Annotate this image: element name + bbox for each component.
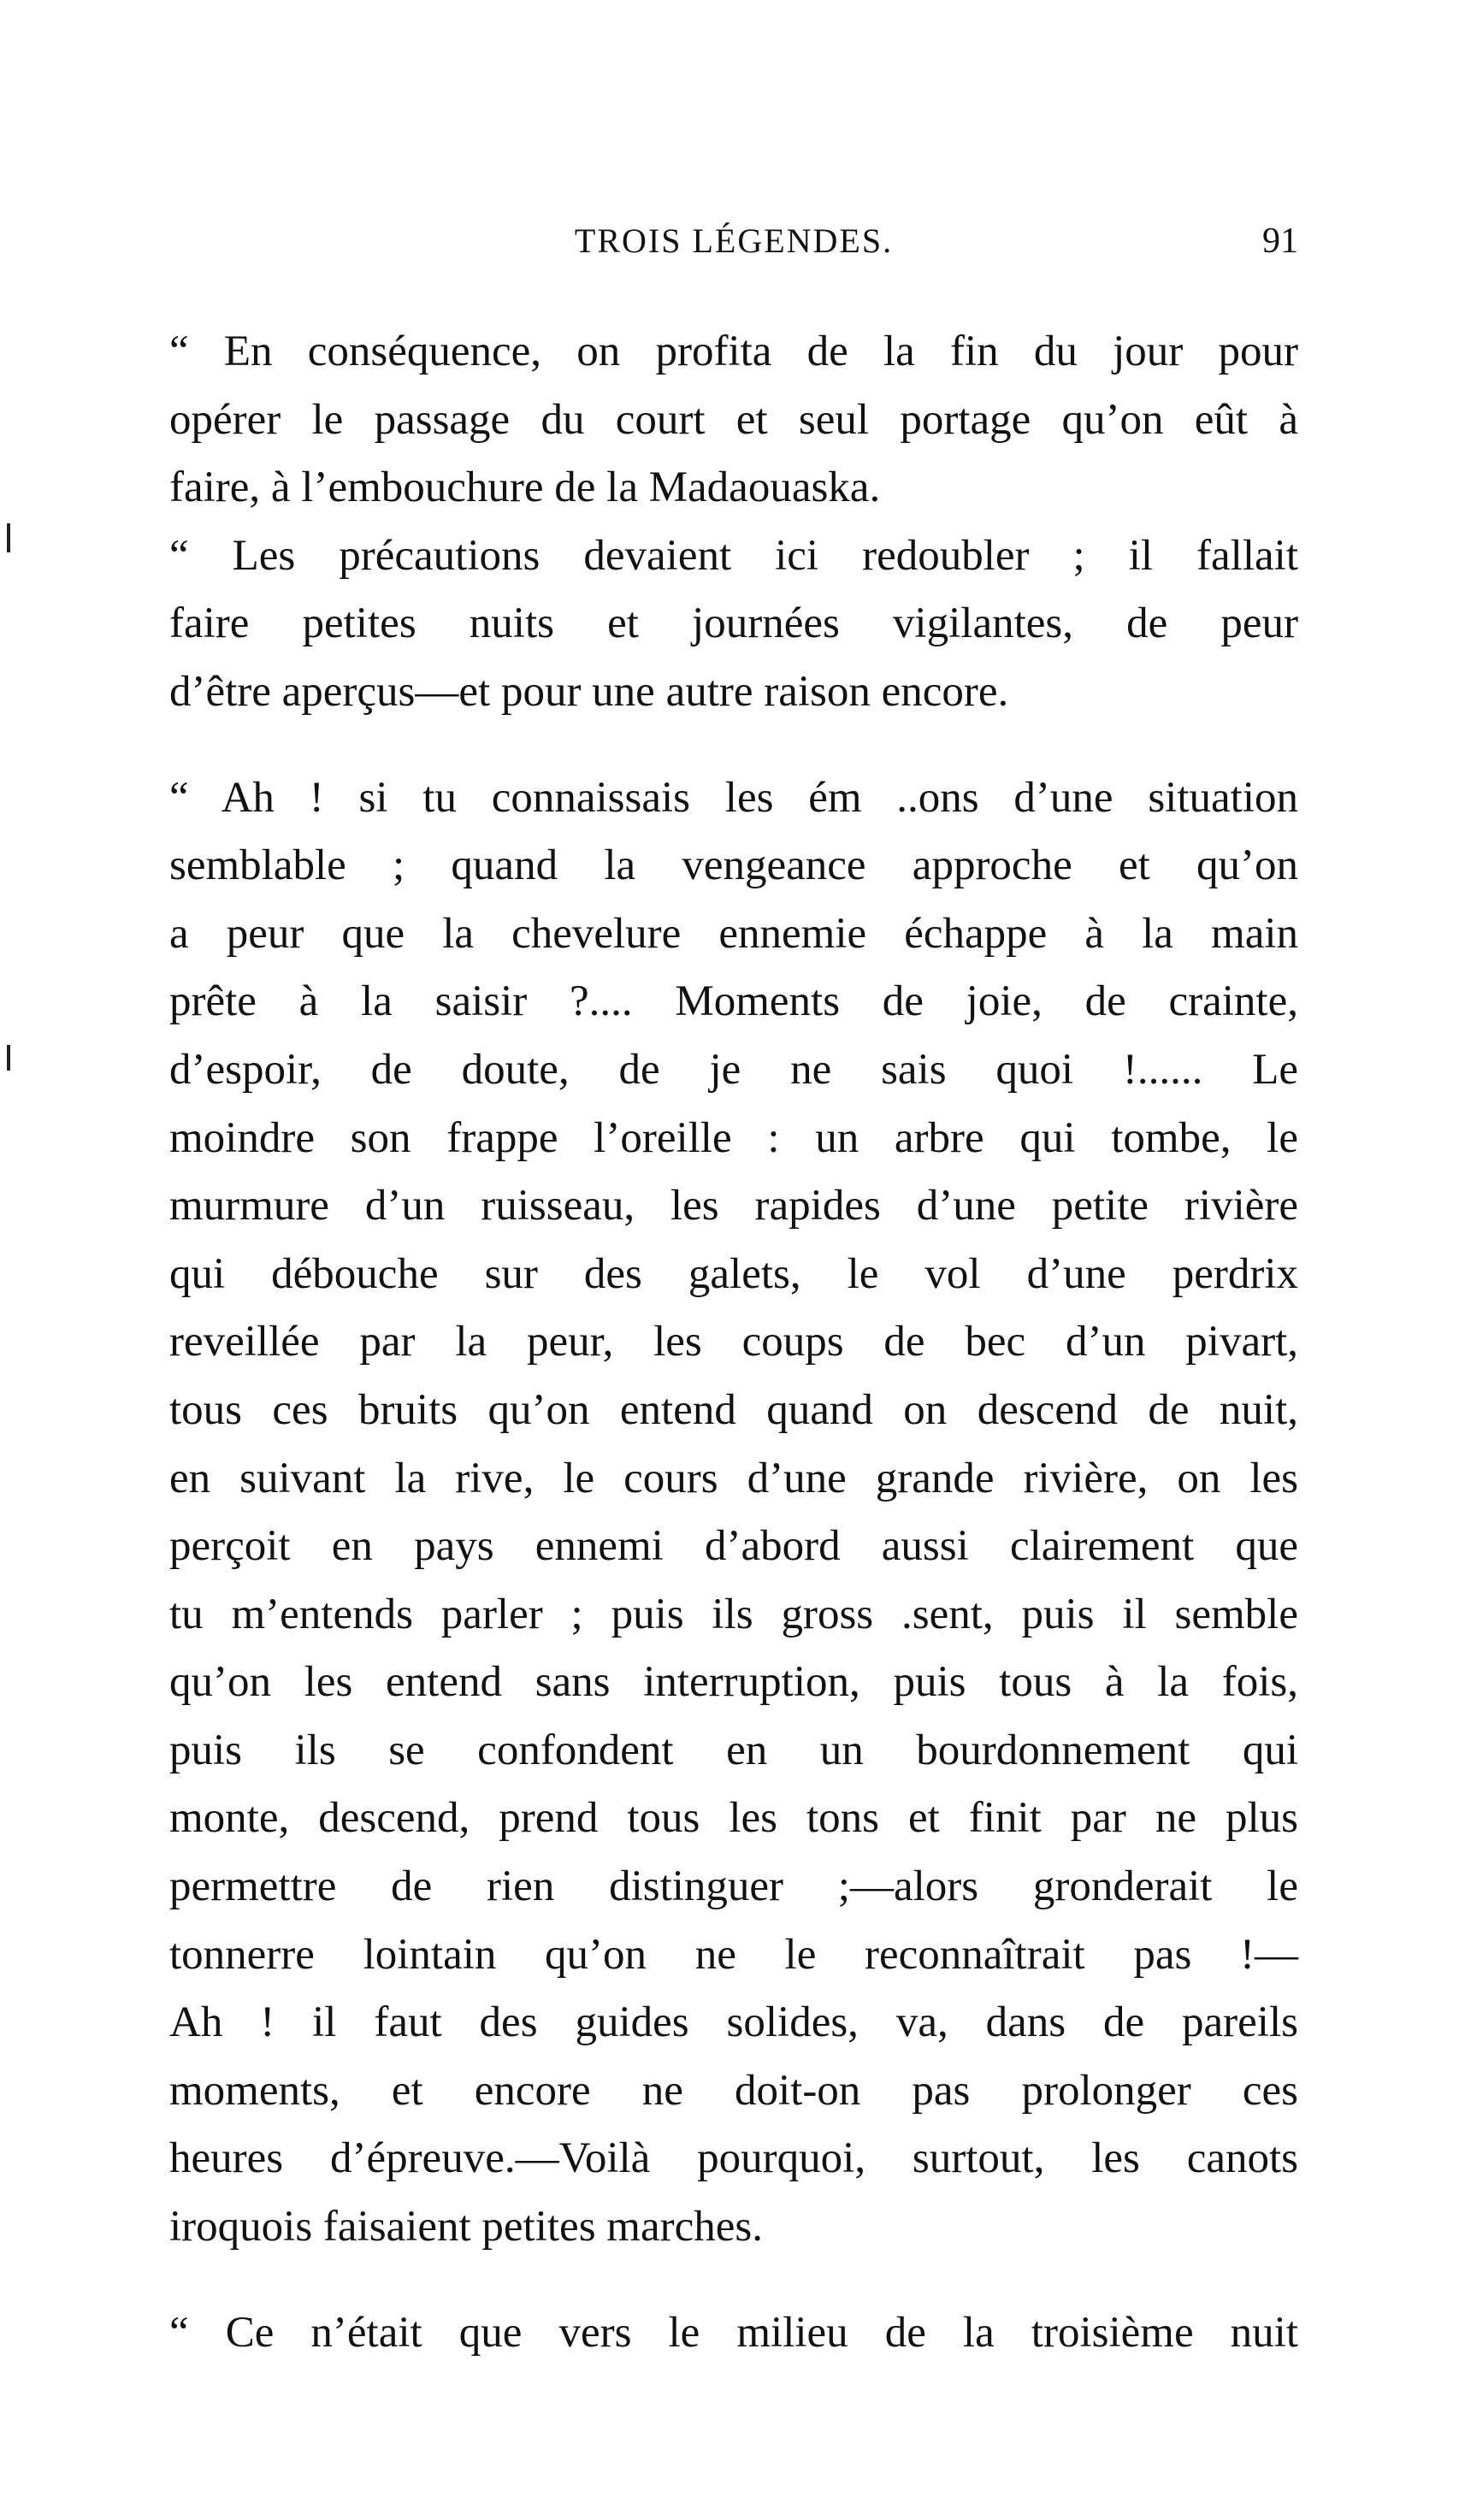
text-line: opérer le passage du court et seul portage qu’on eût à xyxy=(169,395,1298,444)
text-line: d’être aperçus—et pour une autre raison encore. xyxy=(169,667,1009,716)
text-line: tous ces bruits qu’on entend quand on descend de nuit, xyxy=(169,1385,1298,1434)
text-line: prête à la saisir ?.... Moments de joie, de crainte, xyxy=(169,977,1298,1026)
text-line: faire, à l’embouchure de la Madaouaska. xyxy=(169,463,881,512)
text-line: perçoit en pays ennemi d’abord aussi clairement que xyxy=(169,1522,1298,1571)
text-line: puis ils se confondent en un bourdonnement qui xyxy=(169,1726,1298,1774)
paragraph xyxy=(169,318,1298,522)
running-title: TROIS LÉGENDES. xyxy=(574,221,894,260)
text-line: tonnerre lointain qu’on ne le reconnaîtrait pas !— xyxy=(169,1930,1298,1979)
paragraph xyxy=(169,2299,1298,2368)
text-line: reveillée par la peur, les coups de bec d’un pivart, xyxy=(169,1318,1298,1366)
running-head xyxy=(169,221,1298,272)
margin-mark xyxy=(7,1045,10,1071)
text-line: permettre de rien distinguer ;—alors gronderait le xyxy=(169,1862,1298,1911)
text-line: moindre son frappe l’oreille : un arbre qui tombe, le xyxy=(169,1113,1298,1162)
text-line: faire petites nuits et journées vigilantes, de peur xyxy=(169,599,1298,648)
text-line: tu m’entends parler ; puis ils gross .sent, puis il semble xyxy=(169,1590,1298,1638)
text-line: qu’on les entend sans interruption, puis tous à la fois, xyxy=(169,1658,1298,1707)
text-line: “ Les précautions devaient ici redoubler ; il fallait xyxy=(169,531,1298,580)
text-line: iroquois faisaient petites marches. xyxy=(169,2203,763,2251)
text-line: Ah ! il faut des guides solides, va, dans de pareils xyxy=(169,1998,1298,2047)
paragraph xyxy=(169,764,1298,2262)
text-line: monte, descend, prend tous les tons et finit par ne plus xyxy=(169,1794,1298,1843)
paragraph-gap xyxy=(169,727,1298,764)
text-line: heures d’épreuve.—Voilà pourquoi, surtout, les canots xyxy=(169,2134,1298,2183)
text-line: a peur que la chevelure ennemie échappe à la main xyxy=(169,909,1298,958)
text-line: murmure d’un ruisseau, les rapides d’une petite rivière xyxy=(169,1182,1298,1230)
paragraph xyxy=(169,522,1298,727)
text-line: “ Ce n’était que vers le milieu de la troisième nuit xyxy=(169,2308,1298,2357)
text-line: en suivant la rive, le cours d’une grande rivière, on les xyxy=(169,1454,1298,1502)
text-line: “ Ah ! si tu connaissais les ém ..ons d’une situation xyxy=(169,773,1298,822)
text-line: moments, et encore ne doit-on pas prolonger ces xyxy=(169,2066,1298,2115)
paragraph-gap xyxy=(169,2262,1298,2299)
page-number: 91 xyxy=(1262,221,1298,261)
text-line: d’espoir, de doute, de je ne sais quoi !...... Le xyxy=(169,1045,1298,1094)
margin-mark xyxy=(7,523,10,552)
text-line: qui débouche sur des galets, le vol d’une perdrix xyxy=(169,1249,1298,1298)
text-line: semblable ; quand la vengeance approche et qu’on xyxy=(169,841,1298,890)
body-text xyxy=(169,318,1298,2367)
text-line: “ En conséquence, on profita de la fin du jour pour xyxy=(169,328,1298,375)
